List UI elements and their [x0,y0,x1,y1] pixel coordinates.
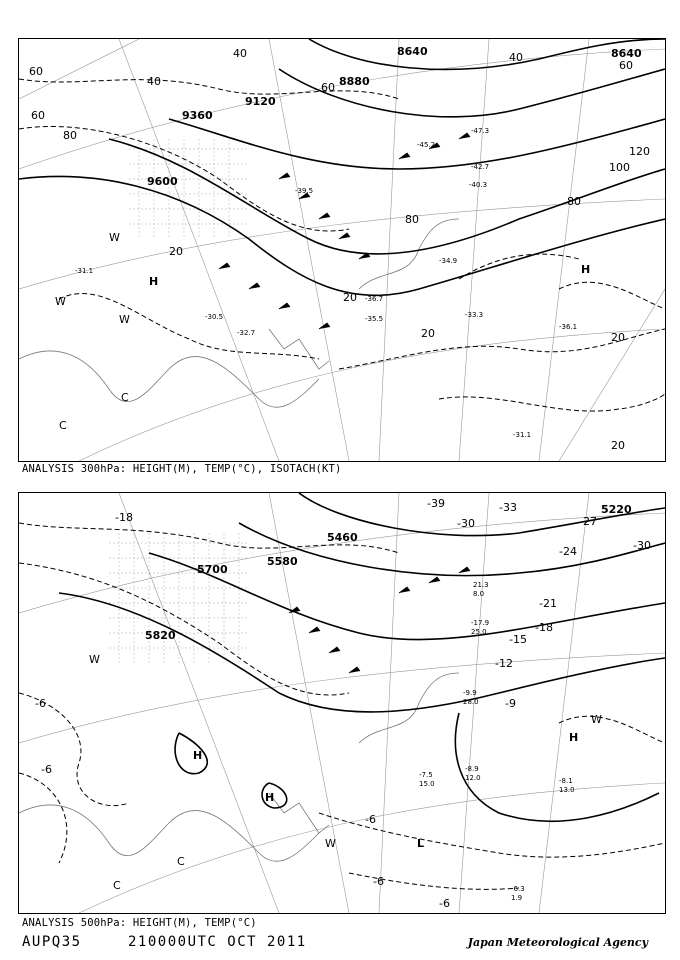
cold-symbol: C [59,419,67,432]
isotherm-label: -12 [495,657,513,670]
isotach-label: 20 [343,291,357,304]
station-value: -7.5 [419,771,433,779]
station-value: -33.3 [465,311,484,319]
station-value: -45.2 [417,141,436,149]
station-value: -30.5 [205,313,224,321]
isotach-label: 80 [405,213,419,226]
hatch-area [109,533,249,663]
station-value: 25.0 [471,628,487,636]
isotherm-label: -39 [427,497,445,510]
warm-symbol: W [591,713,602,726]
height-label: 9600 [147,175,178,188]
station-value: -35.5 [365,315,384,323]
caption-500hpa: ANALYSIS 500hPa: HEIGHT(M), TEMP(°C) [22,917,257,929]
height-label: 5700 [197,563,228,576]
warm-symbol: W [119,313,130,326]
warm-symbol: W [325,837,336,850]
isotach-label: 120 [629,145,650,158]
isotherm-label: -18 [535,621,553,634]
caption-300hpa: ANALYSIS 300hPa: HEIGHT(M), TEMP(°C), ISOTACH(KT) [22,463,342,475]
chart-code: AUPQ35 [22,934,82,950]
station-value: 15.0 [419,780,435,788]
height-contours [59,493,665,821]
station-value: -31.1 [75,267,94,275]
isotherm-label: -30 [457,517,475,530]
isotherm-contours [19,523,665,889]
isotach-label: 20 [611,331,625,344]
low-pressure-symbol: L [417,837,425,850]
high-pressure-symbol: H [265,791,275,804]
isotherm-label: -21 [539,597,557,610]
height-label: 5580 [267,555,298,568]
isotherm-label: -9 [505,697,516,710]
height-label: 8640 [611,47,642,60]
height-label: 5220 [601,503,632,516]
height-label: 8640 [397,45,428,58]
isotherm-label: -6 [35,697,46,710]
isotach-label: 60 [321,81,335,94]
isotherm-label: -27 [579,515,597,528]
isotach-label: 100 [609,161,630,174]
isotherm-label: -6 [41,763,52,776]
analysis-time: 210000UTC OCT 2011 [128,934,307,950]
isotach-label: 40 [509,51,523,64]
high-pressure-symbol: H [581,263,591,276]
station-value: -32.7 [237,329,256,337]
isotach-label: 80 [567,195,581,208]
warm-symbol: W [55,295,66,308]
isotherm-label: -30 [633,539,651,552]
station-value: -34.9 [439,257,458,265]
station-value: -8.1 [559,777,573,785]
map-500hpa-chart [19,493,665,913]
map-panel-500hpa [18,492,666,914]
isotherm-label: -33 [499,501,517,514]
isotherm-label: -24 [559,545,577,558]
high-pressure-symbol: H [569,731,579,744]
high-pressure-symbol: H [149,275,159,288]
isotach-label: 60 [29,65,43,78]
station-value: -17.9 [471,619,490,627]
isotherm-label: -15 [509,633,527,646]
coastline [19,219,459,407]
station-value: 12.0 [465,774,481,782]
map-300hpa-chart [19,39,665,461]
height-label: 8880 [339,75,370,88]
warm-symbol: W [89,653,100,666]
station-value: -6.3 [511,885,525,893]
isotach-label: 60 [619,59,633,72]
station-value: -36.1 [559,323,578,331]
station-value: -42.7 [471,163,490,171]
station-value: -9.9 [463,689,477,697]
station-value: -40.3 [469,181,488,189]
isotherm-label: -6 [365,813,376,826]
height-label: 5460 [327,531,358,544]
isotach-label: 40 [233,47,247,60]
station-value: 8.0 [473,590,485,598]
isotach-label: 20 [169,245,183,258]
station-value: -36.7 [365,295,384,303]
isotherm-label: -6 [373,875,384,888]
warm-symbol: W [109,231,120,244]
station-value: -47.3 [471,127,490,135]
station-value: 13.0 [559,786,575,794]
isotherm-label: -18 [115,511,133,524]
station-value: 1.9 [511,894,523,902]
station-value: -8.9 [465,765,479,773]
cold-symbol: C [177,855,185,868]
agency-name: Japan Meteorological Agency [467,936,648,949]
isotherm-label: -6 [439,897,450,910]
station-value: 21.3 [473,581,489,589]
station-value: 28.0 [463,698,479,706]
height-label: 9120 [245,95,276,108]
isotach-label: 80 [63,129,77,142]
station-value: -39.5 [295,187,314,195]
cold-symbol: C [121,391,129,404]
isotach-label: 20 [611,439,625,452]
cold-symbol: C [113,879,121,892]
map-panel-300hpa [18,38,666,462]
height-label: 9360 [182,109,213,122]
isotach-label: 40 [147,75,161,88]
isotach-label: 20 [421,327,435,340]
station-value: -31.1 [513,431,532,439]
height-label: 5820 [145,629,176,642]
isotach-label: 60 [31,109,45,122]
high-pressure-symbol: H [193,749,203,762]
